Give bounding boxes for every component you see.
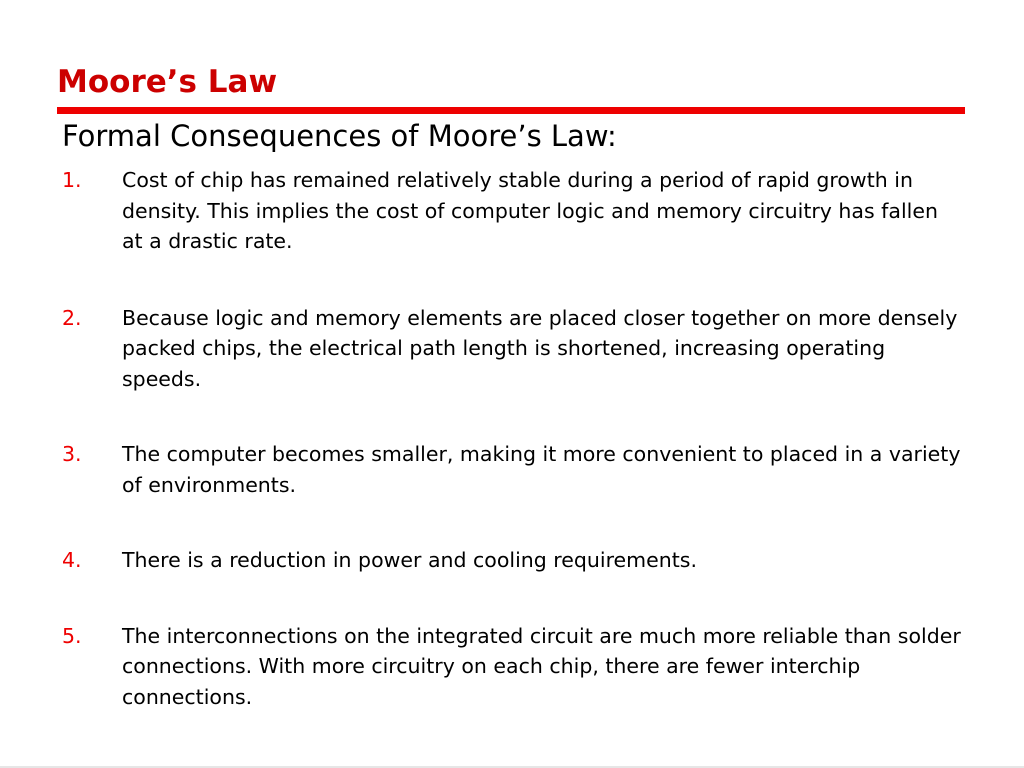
slide-title: Moore’s Law xyxy=(57,64,278,100)
item-text: Because logic and memory elements are placed closer together on more densely packed chips, the electrical path length is shortened, increasing operating speeds. xyxy=(122,305,958,391)
item-text: Cost of chip has remained relatively stable during a period of rapid growth in density. This implies the cost of computer logic and memory circuitry has fallen at a drastic rate. xyxy=(122,168,938,253)
list-item xyxy=(62,303,962,395)
item-number: 5. xyxy=(62,623,82,648)
item-text: There is a reduction in power and cooling requirements. xyxy=(122,548,697,572)
item-text: The computer becomes smaller, making it more convenient to placed in a variety of environments. xyxy=(122,442,961,497)
slide-subtitle: Formal Consequences of Moore’s Law: xyxy=(62,119,617,153)
item-number: 4. xyxy=(62,548,82,572)
list-item xyxy=(62,165,962,257)
list-item xyxy=(62,621,962,713)
item-text: The interconnections on the integrated circuit are much more reliable than solder connections. With more circuitry on each chip, there are fewer interchip connections. xyxy=(122,623,961,709)
title-divider xyxy=(57,107,965,114)
list-item xyxy=(62,545,962,576)
item-number: 2. xyxy=(62,305,82,330)
item-number: 1. xyxy=(62,168,82,192)
list-item xyxy=(62,439,962,500)
consequences-list xyxy=(62,165,962,712)
item-number: 3. xyxy=(62,442,82,466)
